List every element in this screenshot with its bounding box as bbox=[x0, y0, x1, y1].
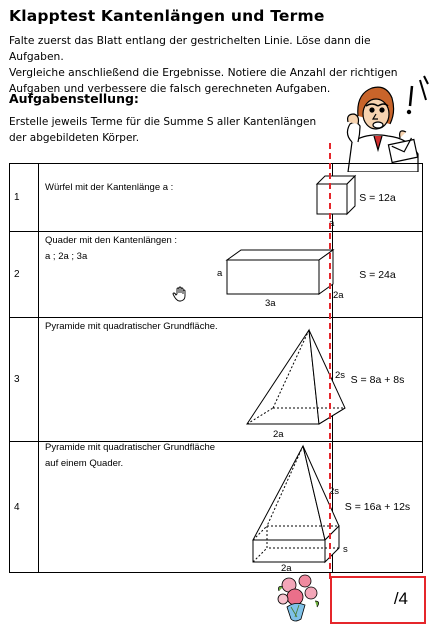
task-line: Erstelle jeweils Terme für die Summe S aller Kantenlängen bbox=[9, 116, 317, 128]
task-table bbox=[9, 163, 423, 573]
row-number: 4 bbox=[10, 442, 39, 573]
table-row bbox=[10, 232, 423, 318]
row-description bbox=[39, 164, 333, 232]
answer-cell: S = 8a + 8s bbox=[333, 318, 423, 442]
intro-line: Vergleiche anschließend die Ergebnisse. Notiere die Anzahl der richtigen bbox=[9, 66, 398, 79]
cube-edge-label: a bbox=[329, 218, 335, 229]
task-heading: Aufgabenstellung: bbox=[9, 91, 139, 106]
intro-line: Aufgaben und verbessere die falsch gerechneten Aufgaben. bbox=[9, 82, 331, 95]
row-description bbox=[39, 442, 348, 573]
answer-cell: S = 16a + 12s bbox=[333, 442, 423, 573]
cuboid-height-label: a bbox=[217, 268, 223, 279]
row-description bbox=[39, 232, 344, 318]
cartoon-man-illustration bbox=[338, 72, 434, 172]
cuboid-height-label: s bbox=[343, 544, 348, 555]
base-edge-label: 2a bbox=[281, 563, 292, 572]
pyramid-edge-label: 2s bbox=[329, 486, 340, 497]
row-description bbox=[39, 318, 346, 442]
cuboid-width-label: 3a bbox=[265, 298, 276, 308]
task-text bbox=[9, 114, 339, 146]
page-title: Klapptest Kantenlängen und Terme bbox=[9, 7, 325, 25]
task-line: der abgebildeten Körper. bbox=[9, 132, 140, 144]
fold-line bbox=[329, 143, 331, 579]
score-total: /4 bbox=[393, 589, 408, 608]
table-row bbox=[10, 442, 423, 573]
intro-line: Falte zuerst das Blatt entlang der gestrichelten Linie. Löse dann die Aufgaben. bbox=[9, 34, 371, 63]
flower-bouquet-illustration bbox=[275, 573, 323, 623]
row-number: 3 bbox=[10, 318, 39, 442]
cuboid-figure bbox=[209, 242, 349, 308]
hand-cursor-icon bbox=[172, 286, 188, 302]
score-box bbox=[330, 576, 426, 624]
description-line: auf einem Quader. bbox=[45, 458, 124, 469]
pyramid-figure bbox=[235, 324, 355, 440]
cube-figure bbox=[311, 170, 361, 232]
description-line: a ; 2a ; 3a bbox=[45, 251, 88, 262]
description-line: Pyramide mit quadratischer Grundfläche bbox=[45, 442, 216, 453]
pyramid-edge-label: 2s bbox=[335, 370, 346, 381]
cuboid-depth-label: 2a bbox=[333, 290, 344, 301]
table-row bbox=[10, 164, 423, 232]
description-line: Quader mit den Kantenlängen : bbox=[45, 235, 178, 246]
description-line: Würfel mit der Kantenlänge a : bbox=[45, 182, 174, 193]
answer-cell: S = 12a bbox=[333, 164, 423, 232]
table-row bbox=[10, 318, 423, 442]
pyramid-on-cuboid-figure bbox=[245, 444, 355, 572]
row-number: 1 bbox=[10, 164, 39, 232]
pyramid-base-label: 2a bbox=[273, 429, 284, 440]
answer-cell: S = 24a bbox=[333, 232, 423, 318]
row-number: 2 bbox=[10, 232, 39, 318]
description-line: Pyramide mit quadratischer Grundfläche. bbox=[45, 321, 218, 332]
